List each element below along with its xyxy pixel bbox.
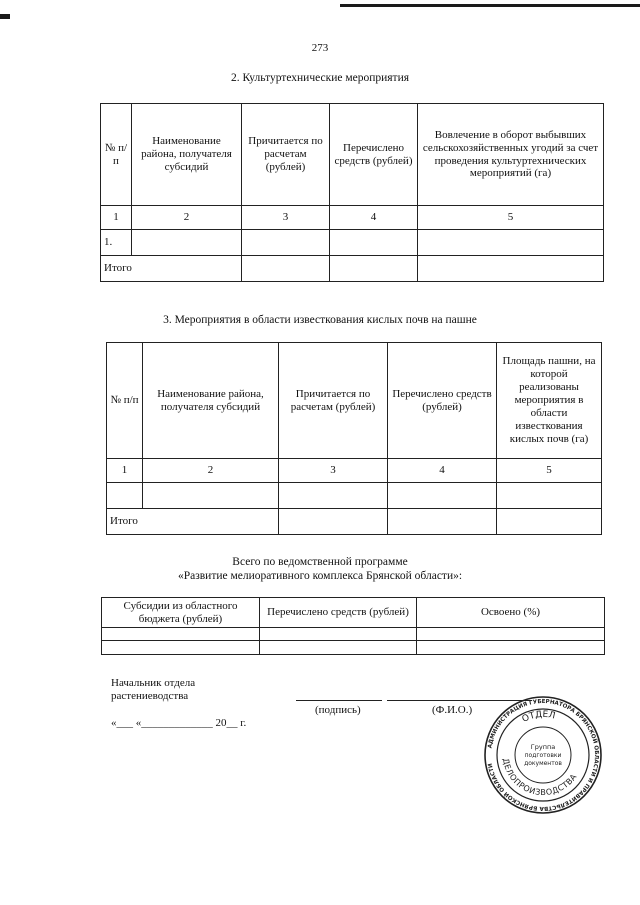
section-2-table bbox=[100, 103, 604, 282]
header-cell: Наименование района, получателя субсидий bbox=[143, 343, 279, 459]
table-cell bbox=[330, 256, 418, 282]
table-cell bbox=[260, 628, 417, 641]
header-cell: № п/п bbox=[101, 104, 132, 206]
position-line1: Начальник отдела bbox=[111, 677, 196, 689]
table-cell bbox=[417, 641, 605, 655]
name-label: (Ф.И.О.) bbox=[432, 704, 473, 716]
table-cell bbox=[102, 641, 260, 655]
table-row bbox=[101, 230, 604, 256]
table-header-row bbox=[102, 598, 605, 628]
numbering-cell: 3 bbox=[279, 459, 388, 483]
numbering-cell: 3 bbox=[242, 206, 330, 230]
table-cell bbox=[132, 230, 242, 256]
header-cell: Субсидии из областного бюджета (рублей) bbox=[102, 598, 260, 628]
summary-title-line2: «Развитие мелиоративного комплекса Брянской области»: bbox=[177, 570, 463, 582]
page-number: 273 bbox=[311, 42, 329, 54]
table-cell bbox=[107, 483, 143, 509]
stamp-ring-text: АДМИНИСТРАЦИЯ ГУБЕРНАТОРА БРЯНСКОЙ ОБЛАСТИ И ПРАВИТЕЛЬСТВА БРЯНСКОЙ ОБЛАСТИ bbox=[487, 698, 600, 812]
table-total-row bbox=[107, 509, 602, 535]
header-cell: Причитается по расчетам (рублей) bbox=[279, 343, 388, 459]
table-cell bbox=[102, 628, 260, 641]
section-3-table bbox=[106, 342, 602, 535]
stamp-graphic bbox=[483, 695, 603, 815]
header-cell: Причитается по расчетам (рублей) bbox=[242, 104, 330, 206]
signature-label: (подпись) bbox=[315, 704, 361, 716]
table-cell bbox=[330, 230, 418, 256]
summary-title-line1: Всего по ведомственной программе bbox=[232, 556, 408, 568]
scan-edge-artifact bbox=[340, 4, 640, 7]
table-row bbox=[107, 483, 602, 509]
stamp-bottom-word: ДЕЛОПРОИЗВОДСТВА bbox=[501, 757, 579, 798]
table-header-row bbox=[107, 343, 602, 459]
table-header-row bbox=[101, 104, 604, 206]
table-cell bbox=[388, 483, 497, 509]
stamp-dept-word: ОТДЕЛ bbox=[520, 709, 557, 725]
header-cell: № п/п bbox=[107, 343, 143, 459]
table-cell bbox=[417, 628, 605, 641]
numbering-cell: 5 bbox=[497, 459, 602, 483]
section-2-title: 2. Культуртехнические мероприятия bbox=[230, 72, 410, 84]
stamp-center-line3: документов bbox=[524, 760, 562, 767]
table-cell bbox=[279, 483, 388, 509]
numbering-cell: 1 bbox=[107, 459, 143, 483]
total-label: Итого bbox=[107, 509, 279, 535]
header-cell: Освоено (%) bbox=[417, 598, 605, 628]
table-cell bbox=[418, 256, 604, 282]
position-line2: растениеводства bbox=[111, 690, 189, 702]
header-cell: Наименование района, получателя субсидий bbox=[132, 104, 242, 206]
section-3-title: 3. Мероприятия в области известкования кислых почв на пашне bbox=[163, 314, 477, 326]
stamp-center-line1: Группа bbox=[530, 743, 556, 751]
numbering-cell: 4 bbox=[330, 206, 418, 230]
date-line: «___ «_____________ 20__ г. bbox=[111, 717, 247, 729]
header-cell: Перечислено средств (рублей) bbox=[330, 104, 418, 206]
table-cell bbox=[260, 641, 417, 655]
table-cell bbox=[388, 509, 497, 535]
table-cell bbox=[279, 509, 388, 535]
table-cell bbox=[143, 483, 279, 509]
table-row bbox=[102, 641, 605, 655]
table-total-row bbox=[101, 256, 604, 282]
official-stamp bbox=[483, 695, 603, 815]
table-numbering-row bbox=[101, 206, 604, 230]
header-cell: Перечислено средств (рублей) bbox=[388, 343, 497, 459]
numbering-cell: 2 bbox=[143, 459, 279, 483]
table-cell bbox=[242, 230, 330, 256]
header-cell: Перечислено средств (рублей) bbox=[260, 598, 417, 628]
numbering-cell: 2 bbox=[132, 206, 242, 230]
row-number-cell: 1. bbox=[101, 230, 132, 256]
table-cell bbox=[418, 230, 604, 256]
scan-edge-artifact-left bbox=[0, 14, 10, 19]
table-numbering-row bbox=[107, 459, 602, 483]
numbering-cell: 5 bbox=[418, 206, 604, 230]
table-row bbox=[102, 628, 605, 641]
numbering-cell: 1 bbox=[101, 206, 132, 230]
summary-table bbox=[101, 597, 605, 655]
table-cell bbox=[242, 256, 330, 282]
stamp-center-line2: подготовки bbox=[524, 752, 562, 759]
table-cell bbox=[497, 483, 602, 509]
header-cell: Вовлечение в оборот выбывших сельскохозяйственных угодий за счет проведения культуртехнических мероприятий (га) bbox=[418, 104, 604, 206]
total-label: Итого bbox=[101, 256, 242, 282]
numbering-cell: 4 bbox=[388, 459, 497, 483]
header-cell: Площадь пашни, на которой реализованы мероприятия в области известкования кислых почв (га) bbox=[497, 343, 602, 459]
signature-line bbox=[296, 700, 382, 701]
table-cell bbox=[497, 509, 602, 535]
